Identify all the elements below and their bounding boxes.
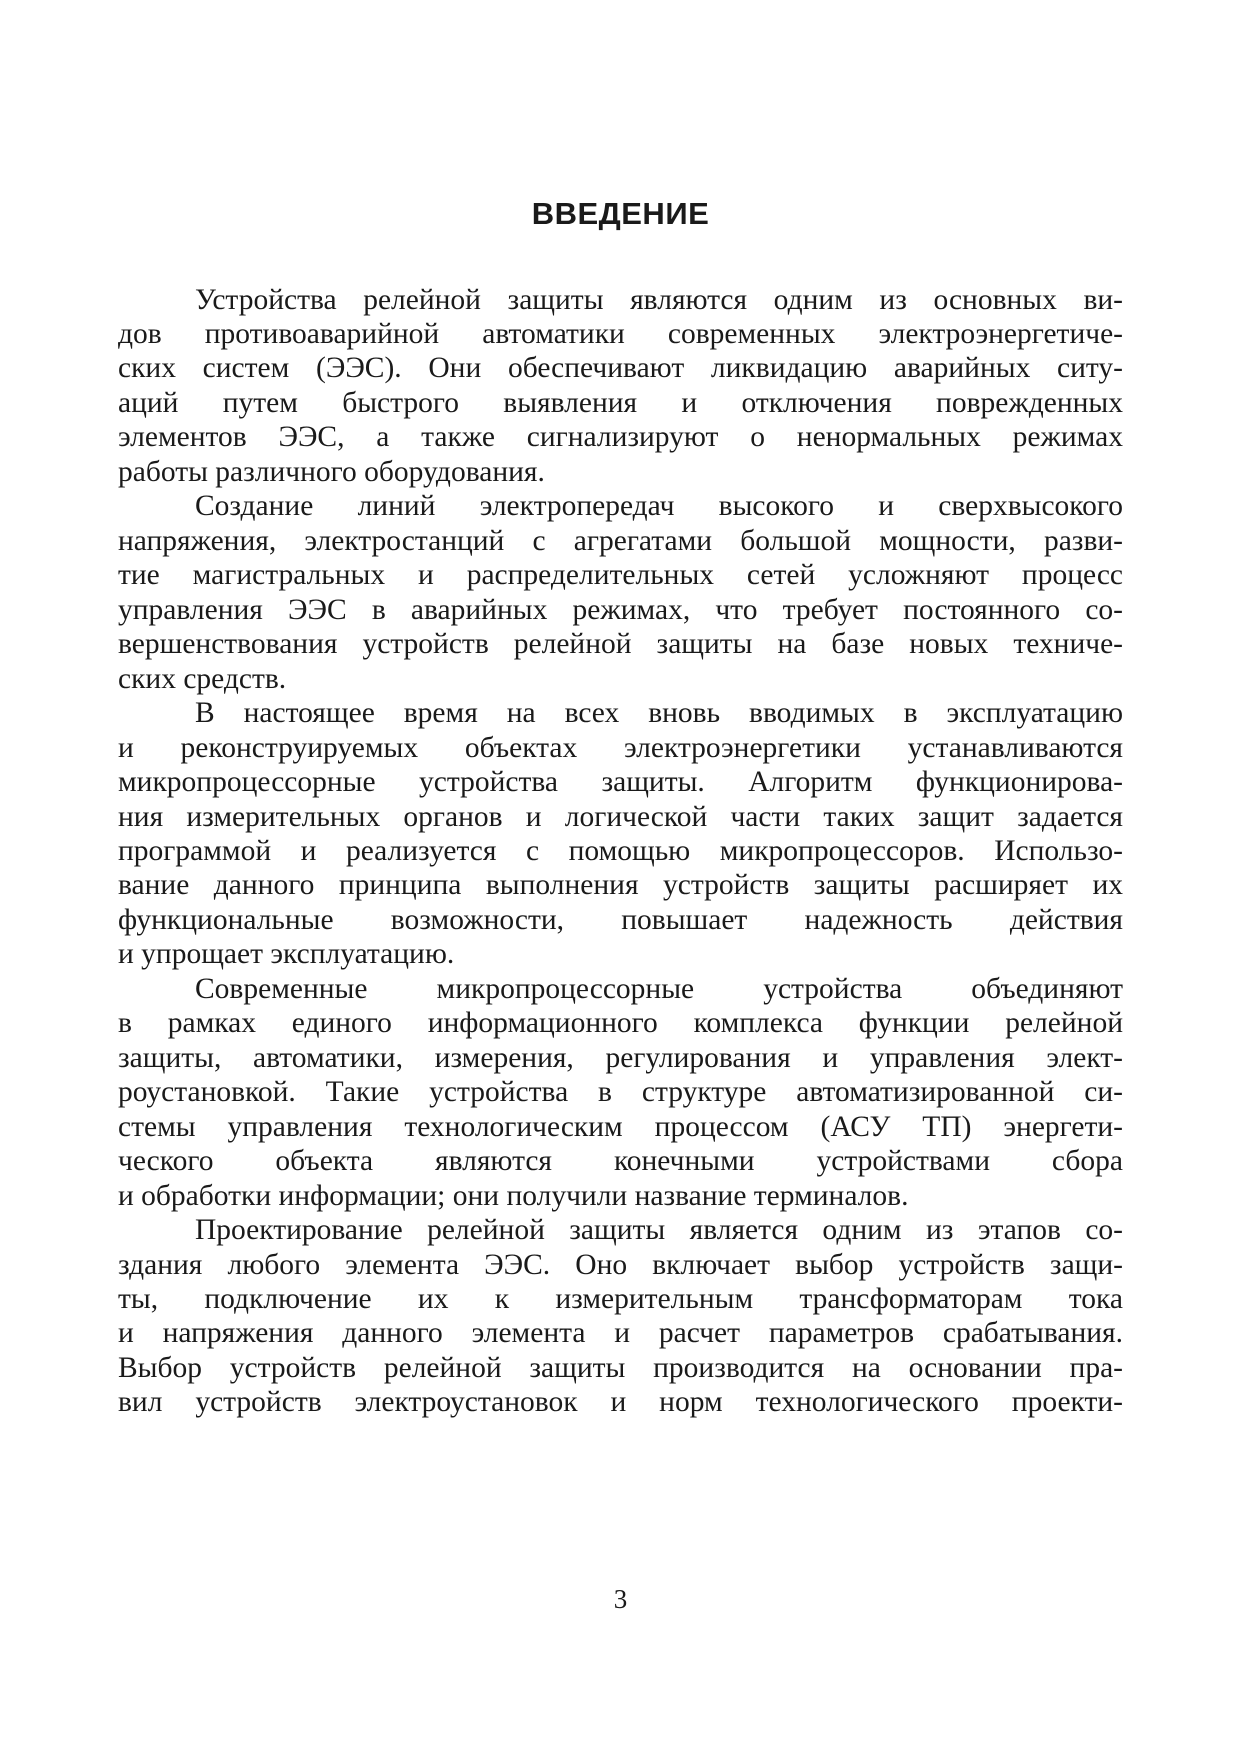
text-line: функциональные возможности, повышает надежность действия xyxy=(118,904,1123,936)
text-line: элементов ЭЭС, а также сигнализируют о ненормальных режимах xyxy=(118,421,1123,453)
text-line: ты, подключение их к измерительным трансформаторам тока xyxy=(118,1283,1123,1315)
text-line: вершенствования устройств релейной защиты на базе новых техниче- xyxy=(118,628,1123,660)
text-line: Современные микропроцессорные устройства объединяют xyxy=(195,973,1123,1005)
section-heading: ВВЕДЕНИЕ xyxy=(531,196,710,231)
text-line: и упрощает эксплуатацию. xyxy=(118,938,455,970)
text-line: тие магистральных и распределительных сетей усложняют процесс xyxy=(118,559,1123,591)
text-line: вил устройств электроустановок и норм технологического проекти- xyxy=(118,1386,1123,1418)
text-line: работы различного оборудования. xyxy=(118,456,545,488)
text-line: дов противоаварийной автоматики современных электроэнергетиче- xyxy=(118,318,1123,350)
text-line: вание данного принципа выполнения устройств защиты расширяет их xyxy=(118,869,1123,901)
text-line: Создание линий электропередач высокого и сверхвысокого xyxy=(195,490,1123,522)
text-line: Устройства релейной защиты являются одним из основных ви- xyxy=(195,284,1123,316)
text-line: напряжения, электростанций с агрегатами большой мощности, разви- xyxy=(118,525,1123,557)
text-line: ских средств. xyxy=(118,663,287,695)
text-line: и обработки информации; они получили название терминалов. xyxy=(118,1180,909,1212)
page-number: 3 xyxy=(613,1584,628,1614)
text-line: ния измерительных органов и логической части таких защит задается xyxy=(118,801,1123,833)
text-line: и напряжения данного элемента и расчет параметров срабатывания. xyxy=(118,1317,1123,1349)
text-line: в рамках единого информационного комплекса функции релейной xyxy=(118,1007,1123,1039)
text-line: Проектирование релейной защиты является одним из этапов со- xyxy=(195,1214,1123,1246)
text-line: управления ЭЭС в аварийных режимах, что требует постоянного со- xyxy=(118,594,1123,626)
text-line: ских систем (ЭЭС). Они обеспечивают ликвидацию аварийных ситу- xyxy=(118,352,1123,384)
text-line: аций путем быстрого выявления и отключения поврежденных xyxy=(118,387,1123,419)
text-line: программой и реализуется с помощью микропроцессоров. Использо- xyxy=(118,835,1123,867)
text-line: роустановкой. Такие устройства в структуре автоматизированной си- xyxy=(118,1076,1123,1108)
text-line: стемы управления технологическим процессом (АСУ ТП) энергети- xyxy=(118,1111,1123,1143)
text-line: здания любого элемента ЭЭС. Оно включает выбор устройств защи- xyxy=(118,1249,1123,1281)
text-line: ческого объекта являются конечными устройствами сбора xyxy=(118,1145,1123,1177)
text-line: Выбор устройств релейной защиты производится на основании пра- xyxy=(118,1352,1123,1384)
text-line: В настоящее время на всех вновь вводимых в эксплуатацию xyxy=(195,697,1123,729)
text-line: защиты, автоматики, измерения, регулирования и управления элект- xyxy=(118,1042,1123,1074)
text-line: микропроцессорные устройства защиты. Алгоритм функционирова- xyxy=(118,766,1123,798)
text-line: и реконструируемых объектах электроэнергетики устанавливаются xyxy=(118,732,1123,764)
